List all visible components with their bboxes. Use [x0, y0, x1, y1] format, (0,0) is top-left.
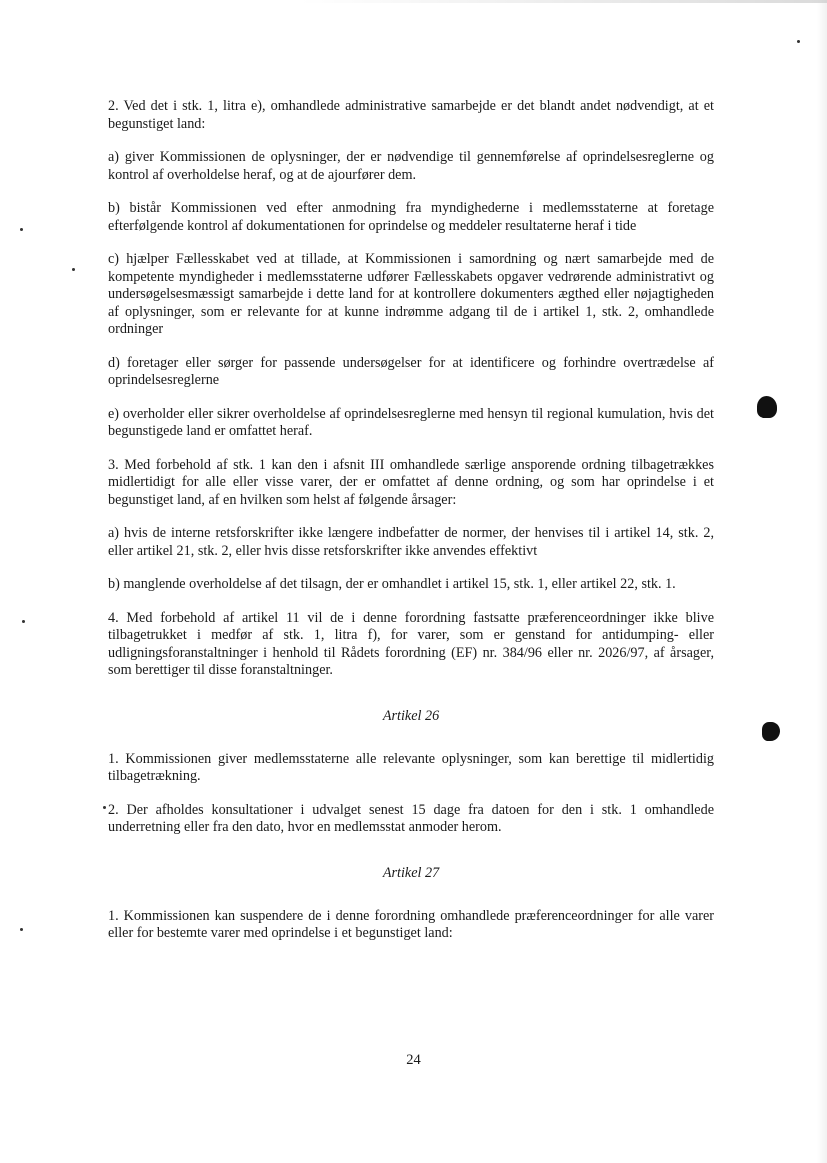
scan-speck [797, 40, 800, 43]
article-27-paragraph-1: 1. Kommissionen kan suspendere de i denne forordning omhandlede præferenceordninger for alle varer eller for bestemte varer med oprindelse i et begunstiget land: [108, 907, 714, 941]
paragraph-2b: b) bistår Kommissionen ved efter anmodning fra myndighederne i medlemsstaterne at foretage efterfølgende kontrol af dokumentationen for oprindelse og meddeler resultaterne heraf i tide [108, 200, 714, 234]
scan-speck [103, 806, 106, 809]
scan-speck [72, 268, 75, 271]
paragraph-3a: a) hvis de interne retsforskrifter ikke længere indbefatter de normer, der henvises til i artikel 14, stk. 2, eller artikel 21, stk. 2, eller hvis disse retsforskrifter ikke anvendes effektivt [108, 525, 714, 559]
scan-speck [20, 928, 23, 931]
scan-speck [22, 620, 25, 623]
paragraph-2c: c) hjælper Fællesskabet ved at tillade, at Kommissionen i samordning og nært samarbejde med de kompetente myndigheder i medlemsstaterne udfører Fællesskabets opgaver vedrørende administrativt og undersøgelsesmæssigt samarbejde i dette land for at kontrollere dokumenters ægthed eller nøjagtigheden af oplysninger, som er relevante for at kunne indrømme adgang til de i artikel 1, stk. 2, omhandlede ordninger [108, 251, 714, 337]
paragraph-3: 3. Med forbehold af stk. 1 kan den i afsnit III omhandlede særlige ansporende ordning tilbagetrækkes midlertidigt for alle eller visse varer, der er omfattet af denne ordning, og som har oprindelse i et begunstiget land, af en hvilken som helst af følgende årsager: [108, 456, 714, 508]
scan-speck [20, 228, 23, 231]
paragraph-4: 4. Med forbehold af artikel 11 vil de i denne forordning fastsatte præferenceordninger ikke blive tilbagetrukket i medfør af stk. 1, litra f), for varer, som er genstand for antidumping- eller udligningsforanstaltninger i henhold til Rådets forordning (EF) nr. 384/96 eller nr. 2026/97, af årsager, som berettiger til disse foranstaltninger. [108, 609, 714, 678]
article-26-paragraph-2: 2. Der afholdes konsultationer i udvalget senest 15 dage fra datoen for den i stk. 1 omhandlede underretning eller fra den dato, hvor en medlemsstat anmoder herom. [108, 801, 714, 835]
article-26-heading: Artikel 26 [382, 707, 440, 724]
paragraph-3b: b) manglende overholdelse af det tilsagn, der er omhandlet i artikel 15, stk. 1, eller artikel 22, stk. 1. [108, 576, 676, 592]
document-body [108, 98, 714, 959]
paragraph-2e: e) overholder eller sikrer overholdelse af oprindelsesreglerne med hensyn til regional kumulation, hvis det begunstigede land er omfattet heraf. [108, 405, 714, 439]
paragraph-2a: a) giver Kommissionen de oplysninger, der er nødvendige til gennemførelse af oprindelsesreglerne og kontrol af overholdelse heraf, og at de ajourfører dem. [108, 149, 714, 183]
binder-hole-mark [757, 396, 777, 418]
binder-hole-mark [762, 722, 780, 741]
paragraph-2d: d) foretager eller sørger for passende undersøgelser for at identificere og forhindre overtrædelse af oprindelsesreglerne [108, 354, 714, 388]
paragraph-2: 2. Ved det i stk. 1, litra e), omhandlede administrative samarbejde er det blandt andet nødvendigt, at et begunstiget land: [108, 98, 714, 132]
scan-edge-shade [817, 0, 827, 1163]
scan-top-shade [300, 0, 827, 3]
page-number: 24 [406, 1052, 421, 1068]
article-26-paragraph-1: 1. Kommissionen giver medlemsstaterne alle relevante oplysninger, som kan berettige til midlertidig tilbagetrækning. [108, 750, 714, 784]
article-27-heading: Artikel 27 [382, 864, 440, 881]
